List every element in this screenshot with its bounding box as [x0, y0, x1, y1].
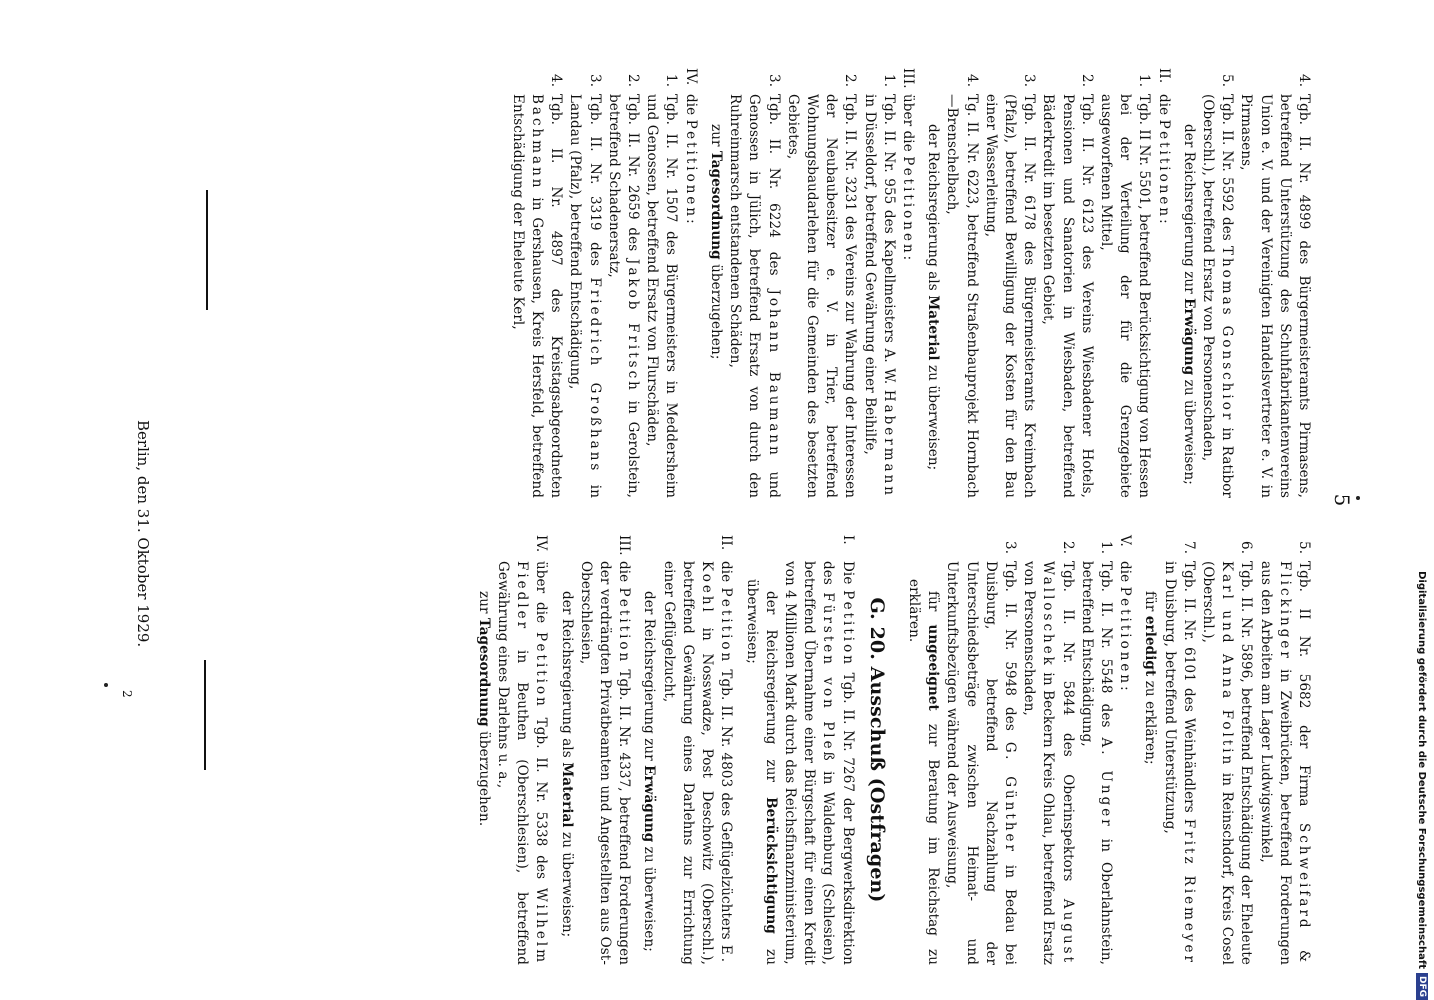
text-run: Johann Baumann: [765, 289, 782, 458]
date-line: Berlin, den 31. Oktober 1929.: [134, 420, 152, 648]
text-run: Material: [558, 762, 575, 828]
decorative-dot: [104, 683, 108, 687]
text-run: erledigt: [1142, 615, 1159, 677]
text-run: der Reichsregierung als: [558, 591, 575, 763]
text-run: zu überweisen;: [558, 827, 575, 938]
petition-entry: [604, 74, 642, 498]
entry-text: [565, 94, 603, 498]
entry-text: [1038, 94, 1096, 498]
text-run: Tagesordnung: [707, 150, 724, 260]
entry-number: 7.: [1180, 541, 1197, 555]
section-conclusion: [923, 68, 942, 498]
text-run: Material: [925, 295, 942, 361]
petition-entry: [725, 74, 783, 498]
section-numeral: II.: [1155, 68, 1172, 84]
dfg-logo: DFG: [1416, 973, 1428, 1000]
text-run: Berücksichtigung: [762, 797, 779, 934]
section-numeral: IV.: [682, 68, 699, 86]
petition-text: [659, 561, 736, 965]
text-run: zur: [475, 591, 492, 618]
petition-entry: [1236, 74, 1313, 498]
text-run: Wilhelm Fiedler: [514, 561, 550, 965]
section-conclusion: [1140, 535, 1159, 965]
text-run: ungeeignet: [925, 624, 942, 711]
text-run: August Walloschek: [1040, 561, 1076, 965]
section-conclusion: [706, 68, 725, 498]
section-heading: [1153, 68, 1172, 498]
petition-entry: [942, 541, 1019, 965]
petition-entry: [508, 74, 566, 498]
text-run: in Beckern Kreis Ohlau, betreffend Ersatz von Personenschaden,: [1021, 561, 1057, 965]
text-run: Habermann: [880, 389, 897, 498]
dfg-watermark: [1410, 0, 1434, 1000]
section-numeral: I.: [839, 535, 856, 545]
entry-number: 1.: [880, 74, 897, 88]
text-run: Tgb. II. Nr. 6224 des: [765, 94, 782, 290]
text-run: Jakob Fritsch: [625, 259, 642, 393]
entry-number: 1.: [1136, 74, 1153, 88]
bottom-mark: 2: [120, 690, 134, 698]
entry-number: 2.: [1059, 541, 1076, 555]
text-run: für: [1142, 591, 1159, 616]
text-run: Tgb. II. Nr. 5844 des Oberinspektors: [1059, 561, 1076, 899]
section-heading: [493, 535, 551, 965]
entry-number: 2.: [625, 74, 642, 88]
petition-entry: [1198, 74, 1236, 498]
section-intro: [1115, 561, 1134, 694]
entry-text: [1198, 94, 1236, 498]
text-run: Fürsten von Pleß: [820, 592, 837, 764]
entry-text: [981, 94, 1039, 498]
section-numeral: V.: [1117, 535, 1134, 547]
section-conclusion: [639, 535, 658, 965]
text-run: Petitionen:: [682, 119, 699, 227]
entry-text: [1096, 94, 1154, 498]
text-run: Tgb. II. Nr. 5338 des: [533, 708, 550, 888]
section-numeral: IV.: [533, 535, 550, 553]
text-run: Tgb. II. Nr. 6178 des Bürgermeisteramts Kreimbach (Pfalz), betreffend Bewilligung der Kosten für den Bau einer Wasserleitung,: [982, 94, 1038, 498]
text-run: Tgb. II. Nr. 5592 des: [1219, 94, 1236, 246]
section-heading: [576, 535, 634, 965]
text-run: zur Beratung im Reichstag zu erklären.: [905, 579, 942, 965]
text-run: Tgb. II. Nr. 2659 des: [625, 94, 642, 260]
text-run: in Beuthen (Oberschlesien), betreffend Gewährung eines Darlehns u. a.,: [495, 561, 531, 965]
text-run: Tg. II. Nr. 6223, betreffend Straßenbauprojekt Hornbach—Brenschelbach,: [944, 94, 980, 498]
text-run: für: [925, 591, 942, 625]
section-heading: [659, 535, 736, 965]
section-numeral: III.: [899, 68, 916, 89]
section-numeral: II.: [718, 535, 735, 551]
text-run: Tgb. II. Nr. 5948 des: [1001, 561, 1018, 742]
petition-section: [904, 535, 1134, 965]
petition-entry: [981, 74, 1039, 498]
petition-entry: [1198, 541, 1256, 965]
entry-text: [1159, 561, 1197, 965]
text-run: in Gershausen, Kreis Hersfeld, betreffend Entschädigung der Eheleute Kerl,: [509, 94, 546, 498]
text-run: in Düsseldorf, betreffend Gewährung einer Beihilfe,: [861, 94, 878, 455]
text-run: Petition: [616, 587, 633, 665]
entry-text: [1077, 561, 1115, 965]
text-run: Tgb. II. Nr. 6123 des Vereins Wiesbadener Hotels, Pensionen und Sanatorien in Wiesbaden, betreffend Bäderkredit im besetzten Gebiet,: [1040, 94, 1095, 498]
text-run: in Ratibor (Oberschl.), betreffend Ersatz von Personenschaden,: [1199, 94, 1236, 498]
petition-entry: [642, 74, 680, 498]
text-run: Tgb. II. Nr. 1507 des Bürgermeisters in Meddersheim und Genossen, betreffend Ersatz von Flurschäden,: [644, 94, 680, 498]
committee-petition: [556, 535, 633, 965]
section-conclusion: [1179, 68, 1198, 498]
text-run: Die: [839, 561, 856, 591]
entry-text: [1255, 561, 1313, 965]
text-run: in Waldenburg (Schlesien), betreffend Übernahme einer Bürgschaft für einen Kredit von 4 Millionen Mark durch das Reichsfinanzministerium,: [781, 561, 837, 965]
text-run: in Oberlahnstein, betreffend Entschädigung,: [1078, 561, 1114, 966]
section-intro: [1153, 94, 1172, 227]
petition-entry: [1096, 74, 1154, 498]
text-run: Bachmann: [529, 94, 546, 191]
entry-text: [783, 94, 860, 498]
petition-entry: [859, 74, 897, 498]
entry-text: [604, 94, 642, 498]
text-run: Petitionen:: [1117, 586, 1134, 694]
entry-text: [725, 94, 783, 498]
separator-line-left: [206, 190, 208, 310]
text-run: Tgb. II. Nr. 4897 des Kreistagsabgeordneten: [548, 94, 565, 498]
page-number: 5: [1330, 493, 1354, 507]
petition-section: [923, 68, 1173, 498]
committee-petition: [639, 535, 735, 965]
text-run: Tgb. II. Nr. 3319 des: [586, 94, 603, 278]
text-run: die: [616, 561, 633, 588]
text-run: überzugehen.: [475, 726, 492, 827]
petition-text: [493, 561, 551, 965]
text-run: zu erklären;: [1142, 676, 1159, 765]
text-run: zu überweisen;: [641, 842, 658, 952]
petition-section: [508, 68, 700, 498]
text-run: zu überweisen;: [1180, 375, 1197, 485]
section-heading: [681, 68, 700, 498]
text-run: zur: [707, 124, 724, 151]
text-run: Petition: [839, 590, 856, 667]
petition-text: [576, 561, 634, 965]
text-run: G. Günther: [1001, 741, 1018, 854]
text-run: über die: [899, 94, 916, 157]
text-run: Petition: [718, 587, 735, 665]
text-run: Tgb. II. Nr. 955 des Kapellmeisters A. W.: [880, 94, 897, 390]
text-run: in Bedau bei Duisburg, betreffend Nachzahlung der Unterschiedsbeträge zwischen Heimat- und Unterkunftsbezügen während der Ausweisung,: [944, 561, 1018, 965]
text-run: der Reichsregierung zur: [641, 591, 658, 766]
petition-entry: [1077, 541, 1115, 965]
entry-text: [942, 561, 1019, 965]
entry-number: 3.: [765, 74, 782, 88]
text-run: in Gerolstein, betreffend Schadenersatz,: [605, 94, 642, 499]
text-run: die: [718, 561, 735, 588]
text-run: überzugehen;: [707, 259, 724, 360]
text-run: in Landau (Pfalz), betreffend Entschädigung,: [567, 94, 603, 498]
text-run: in Nosswadze, Post Deschowitz (Oberschl.), betreffend Gewährung eines Darlehns zur Errichtung einer Geflügelzucht,: [660, 561, 716, 965]
text-run: Fritz Riemeyer: [1180, 818, 1197, 965]
section-heading: [780, 535, 857, 965]
entry-number: 5.: [1219, 74, 1236, 88]
entry-text: [859, 94, 897, 498]
text-run: in Duisburg, betreffend Unterstützung,: [1161, 561, 1178, 834]
text-run: über die: [533, 561, 550, 633]
section-conclusion: [474, 535, 493, 965]
petition-entry: [1159, 541, 1197, 965]
section-numeral: III.: [616, 535, 633, 556]
entry-number: 3.: [1001, 541, 1018, 555]
text-run: Tgb. II Nr. 5682 der Firma: [1296, 561, 1312, 824]
text-run: Karl und Anna Foltin: [1219, 561, 1236, 768]
entry-number: 2.: [842, 74, 859, 88]
text-run: der Reichsregierung zur: [1180, 124, 1197, 299]
entry-number: 1.: [1097, 541, 1114, 555]
text-run: Schweifard & Flickinger: [1276, 561, 1312, 965]
section-intro: [681, 94, 700, 227]
petition-entry: [1255, 541, 1313, 965]
text-run: die: [682, 94, 699, 120]
text-run: Tgb. II. Nr. 4803 des Geflügelzüchters: [718, 664, 735, 945]
text-run: Erwägung: [1180, 298, 1197, 376]
text-run: die: [1117, 561, 1134, 587]
text-run: Tgb. II. Nr. 6101 des Weinhändlers: [1180, 561, 1197, 819]
text-run: zu überweisen;: [925, 360, 942, 471]
entry-number: 4.: [548, 74, 565, 88]
text-run: zu überweisen;: [743, 579, 779, 965]
decorative-dot: [1356, 496, 1360, 500]
text-run: Petitionen:: [1155, 119, 1172, 227]
text-run: in Zweibrücken, betreffend Forderungen aus den Arbeiten am Lager Ludwigswinkel,: [1257, 561, 1293, 965]
petition-entry: [565, 74, 603, 498]
petition-text: [780, 561, 857, 965]
petition-section: [1140, 535, 1313, 965]
section-heading: [898, 68, 917, 498]
text-run: Thomas Gonschior: [1219, 245, 1236, 423]
text-run: Tgb. II. Nr. 4899 des Bürgermeisteramts Pirmasens, betreffend Unterstützung des Schuhfabrikantenvereins Union e. V. und der Vereinigten Handelsvertreter e. V. in Pirmasens,: [1238, 94, 1312, 498]
text-run: Erwägung: [641, 765, 658, 843]
entry-text: [1198, 561, 1256, 965]
right-column: [474, 535, 1319, 965]
left-column: [508, 68, 1319, 498]
entry-text: [508, 94, 566, 498]
petition-section: [1179, 68, 1313, 498]
section-conclusion: [556, 535, 575, 965]
entry-number: 1.: [663, 74, 680, 88]
text-run: Petition: [533, 632, 550, 709]
petition-entry: [783, 74, 860, 498]
entry-number: 3.: [1021, 74, 1038, 88]
section-heading: [1115, 535, 1134, 965]
committee-petition: [474, 535, 551, 965]
entry-number: 6.: [1238, 541, 1255, 555]
text-run: Tgb. II. Nr. 5896, betreffend Entschädigung der Eheleute: [1238, 561, 1255, 965]
petition-entry: [1019, 541, 1077, 965]
entry-text: [1019, 561, 1077, 965]
text-run: Tgb. II Nr. 5501, betreffend Berücksichtigung von Hessen bei der Verteilung der für die Grenzgebiete ausgeworfenen Mittel,: [1097, 94, 1153, 498]
petition-entry: [1038, 74, 1096, 498]
entry-number: 2.: [1078, 74, 1095, 88]
entry-number: 3.: [586, 74, 603, 88]
text-run: und Genossen in Jülich, betreffend Ersatz von durch den Ruhreinmarsch entstandenen Schäden,: [727, 94, 782, 498]
text-run: Petitionen:: [899, 156, 916, 264]
committee-heading: G. 20. Ausschuß (Ostfragen): [865, 597, 888, 903]
entry-number: 4.: [963, 74, 980, 88]
text-run: der Reichsregierung als: [925, 124, 942, 296]
watermark-text: Digitalisierung gefördert durch die Deutsche Forschungsgemeinschaft: [1416, 571, 1428, 969]
text-run: Tgb. II. Nr. 5548 des: [1097, 561, 1114, 738]
section-intro: [898, 94, 917, 263]
petition-section: [706, 68, 917, 498]
text-run: Friedrich Großhans: [586, 277, 603, 474]
entry-text: [642, 94, 680, 498]
separator-line-right: [204, 660, 206, 770]
text-run: der Reichsregierung zur: [762, 591, 779, 798]
entry-text: [1236, 94, 1313, 498]
entry-number: 4.: [1296, 74, 1312, 88]
text-run: Tgb. II. Nr. 3231 des Vereins zur Wahrung der Interessen der Neubaubesitzer e. V. in Trier, betreffend Wohnungsbaudarlehen für die Gemeinden des besetzten Gebietes,: [784, 94, 859, 498]
entry-number: 5.: [1296, 541, 1312, 555]
text-run: Tgb. II. Nr. 4337, betreffend Forderungen der verdrängten Privatbeamten und Angestellten aus Ost-Oberschlesien,: [577, 561, 633, 965]
text-run: Tagesordnung: [475, 617, 492, 727]
text-run: in Reinschdorf, Kreis Cosel (Oberschl.),: [1199, 561, 1236, 965]
petition-entry: [942, 74, 980, 498]
entry-text: [942, 94, 980, 498]
section-conclusion: [741, 535, 779, 965]
text-run: E. Koehl: [699, 561, 735, 966]
section-conclusion: [904, 535, 942, 965]
text-run: A. Unger: [1097, 737, 1114, 829]
committee-petition: [741, 535, 856, 965]
text-run: die: [1155, 94, 1172, 120]
text-run: Tgb. II. Nr. 7267 der Bergwerksdirektion des: [820, 561, 856, 965]
